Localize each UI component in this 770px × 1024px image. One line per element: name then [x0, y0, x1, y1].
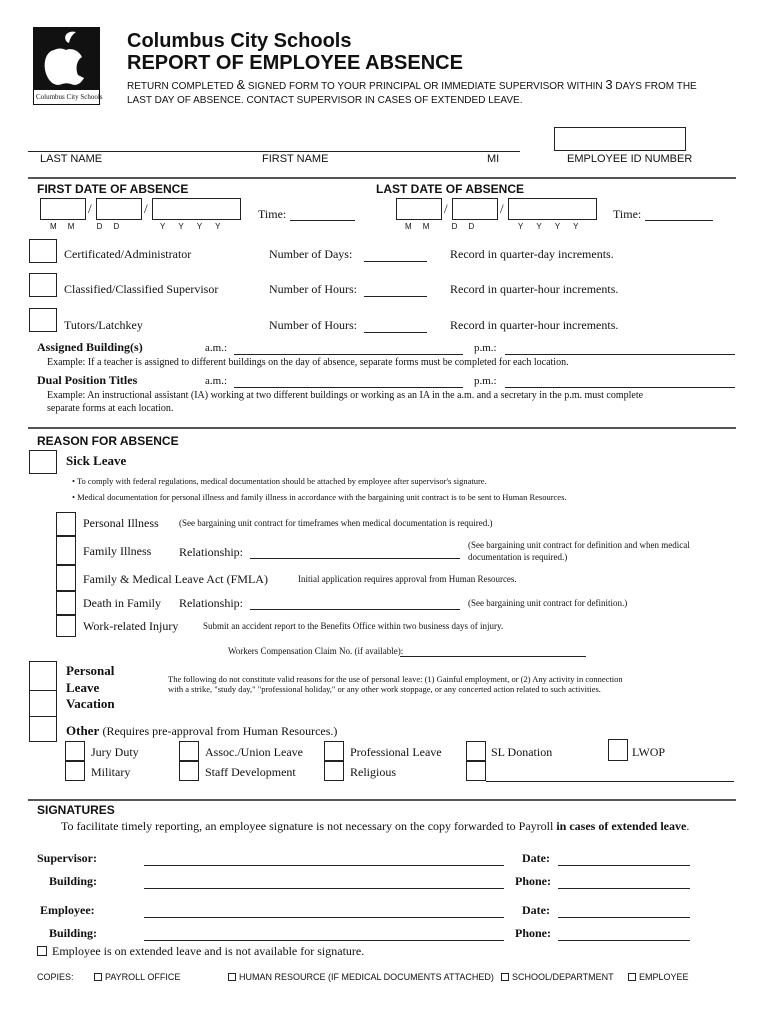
logo [33, 27, 103, 105]
personal-label: Personal [66, 663, 115, 678]
religious-label: Religious [350, 765, 397, 779]
jury-duty-checkbox[interactable] [65, 741, 85, 761]
first-date-year[interactable] [152, 198, 241, 220]
type-note: Record in quarter-day increments. [450, 247, 614, 261]
supervisor-date-line[interactable] [558, 865, 690, 866]
military-label: Military [91, 765, 131, 779]
first-time-line[interactable] [290, 220, 355, 221]
religious-checkbox[interactable] [324, 761, 344, 781]
last-time-line[interactable] [645, 220, 713, 221]
signatures-header: SIGNATURES [37, 803, 115, 817]
family-relationship-label: Relationship: [179, 545, 243, 559]
family-illness-note-cont: documentation is required.) [468, 552, 568, 562]
reason-header: REASON FOR ABSENCE [37, 434, 179, 448]
extended-leave-checkbox[interactable] [37, 946, 47, 956]
dual-position-label: Dual Position Titles [37, 373, 138, 387]
type-label: Classified/Classified Supervisor [64, 282, 219, 296]
supervisor-date-label: Date: [522, 851, 550, 865]
classified-checkbox[interactable] [29, 273, 57, 297]
employee-label: Employee: [40, 903, 95, 917]
jury-duty-label: Jury Duty [91, 745, 139, 759]
instr-pre: RETURN COMPLETED [127, 81, 234, 92]
last-mmdd-hint: M M D D [405, 222, 475, 231]
type-measure: Number of Hours: [269, 282, 357, 296]
building1-line[interactable] [144, 888, 504, 889]
copy-payroll [94, 972, 180, 982]
personal-note-cont: with a strike, "study day," "professional holiday," or any other work stoppage, or any concerted action related to such activities. [168, 684, 601, 694]
signatures-note [61, 819, 689, 834]
type-label: Tutors/Latchkey [64, 318, 143, 332]
sick-bullet-2: • Medical documentation for personal illness and family illness in accordance with the bargaining unit contract is to be sent to Human Resources. [72, 492, 567, 502]
building1-label: Building: [49, 874, 98, 888]
assigned-am-line[interactable] [234, 354, 463, 355]
date-slash: / [144, 201, 148, 216]
assigned-pm-line[interactable] [505, 354, 735, 355]
date-slash: / [500, 201, 504, 216]
family-illness-note: (See bargaining unit contract for definition and when medical [468, 540, 690, 550]
lwop-label: LWOP [632, 745, 666, 759]
leave-checkbox[interactable] [29, 690, 57, 717]
hours-line[interactable] [364, 296, 427, 297]
supervisor-label: Supervisor: [37, 851, 97, 865]
first-name-label: FIRST NAME [262, 153, 329, 165]
divider [28, 177, 736, 179]
workers-comp-line[interactable] [400, 656, 586, 657]
work-injury-note: Submit an accident report to the Benefits Office within two business days of injury. [203, 621, 504, 631]
work-injury-label: Work-related Injury [83, 619, 179, 633]
dual-am-line[interactable] [234, 387, 463, 388]
death-in-family-checkbox[interactable] [56, 591, 76, 615]
hr-checkbox[interactable] [228, 973, 236, 981]
divider [28, 799, 736, 801]
first-date-label: FIRST DATE OF ABSENCE [37, 182, 189, 196]
sick-leave-label: Sick Leave [66, 453, 127, 468]
death-relationship-line[interactable] [250, 609, 460, 610]
other-label: Other [66, 723, 100, 738]
school-label: SCHOOL/DEPARTMENT [512, 972, 614, 982]
sig-note-bold: in cases of extended leave [556, 819, 687, 833]
last-yyyy-hint: Y Y Y Y [518, 222, 579, 231]
sl-donation-line[interactable] [486, 781, 734, 782]
other-line [66, 723, 337, 739]
name-line[interactable] [28, 151, 520, 152]
dual-example-cont: separate forms at each location. [47, 403, 174, 414]
death-note: (See bargaining unit contract for definition.) [468, 598, 628, 608]
dual-pm-label: p.m.: [474, 375, 497, 387]
dual-am-label: a.m.: [205, 375, 227, 387]
professional-leave-checkbox[interactable] [324, 741, 344, 761]
divider [28, 427, 736, 429]
first-date-month[interactable] [40, 198, 86, 220]
dual-pm-line[interactable] [505, 387, 735, 388]
sick-leave-checkbox[interactable] [29, 450, 57, 474]
personal-note: The following do not constitute valid reasons for the use of personal leave: (1) Gainful employment, or (2) Any activity in connection [168, 674, 623, 684]
fmla-label: Family & Medical Leave Act (FMLA) [83, 572, 268, 586]
supervisor-phone-label: Phone: [515, 874, 551, 888]
sl-donation-label: SL Donation [491, 745, 553, 759]
date-slash: / [444, 201, 448, 216]
copy-school [501, 972, 614, 982]
copy-employee [628, 972, 689, 982]
hr-label: HUMAN RESOURCE (IF MEDICAL DOCUMENTS ATTACHED) [239, 972, 494, 982]
employee-phone-label: Phone: [515, 926, 551, 940]
fmla-checkbox[interactable] [56, 565, 76, 591]
type-label: Certificated/Administrator [64, 247, 192, 261]
supervisor-signature-line[interactable] [144, 865, 504, 866]
copies-label: COPIES: [37, 972, 74, 982]
employee-id-label: EMPLOYEE ID NUMBER [567, 153, 693, 165]
org-name: Columbus City Schools [127, 30, 352, 52]
last-date-label: LAST DATE OF ABSENCE [376, 182, 525, 196]
family-illness-label: Family Illness [83, 544, 152, 558]
personal-illness-checkbox[interactable] [56, 512, 76, 536]
staff-development-checkbox[interactable] [179, 761, 199, 781]
professional-leave-label: Professional Leave [350, 745, 442, 759]
first-yyyy-hint: Y Y Y Y [160, 222, 221, 231]
employee-copy-label: EMPLOYEE [639, 972, 689, 982]
military-checkbox[interactable] [65, 761, 85, 781]
instr-mid: SIGNED FORM TO YOUR PRINCIPAL OR IMMEDIATE SUPERVISOR WITHIN [247, 81, 603, 92]
assigned-buildings-label: Assigned Building(s) [37, 340, 143, 354]
union-leave-checkbox[interactable] [179, 741, 199, 761]
tutors-checkbox[interactable] [29, 308, 57, 332]
school-checkbox[interactable] [501, 973, 509, 981]
lwop-checkbox[interactable] [608, 739, 628, 761]
union-leave-label: Assoc./Union Leave [205, 745, 303, 759]
first-date-day[interactable] [96, 198, 142, 220]
first-mmdd-hint: M M D D [50, 222, 120, 231]
instr-amp: & [236, 77, 246, 92]
death-relationship-label: Relationship: [179, 596, 243, 610]
certificated-checkbox[interactable] [29, 239, 57, 263]
extended-leave-label: Employee is on extended leave and is not available for signature. [52, 944, 365, 958]
assigned-pm-label: p.m.: [474, 342, 497, 354]
type-measure: Number of Days: [269, 247, 353, 261]
supervisor-phone-line[interactable] [558, 888, 690, 889]
mi-label: MI [487, 153, 500, 165]
leave-label: Leave [66, 680, 100, 695]
payroll-label: PAYROLL OFFICE [105, 972, 181, 982]
instr-post: DAYS FROM THE [615, 81, 697, 92]
date-slash: / [88, 201, 92, 216]
fmla-note: Initial application requires approval from Human Resources. [298, 574, 517, 584]
employee-signature-line[interactable] [144, 917, 504, 918]
apple-logo-icon [34, 28, 99, 90]
instr-num: 3 [605, 77, 613, 92]
employee-copy-checkbox[interactable] [628, 973, 636, 981]
building2-label: Building: [49, 926, 98, 940]
employee-date-label: Date: [522, 903, 550, 917]
personal-illness-label: Personal Illness [83, 516, 159, 530]
last-name-label: LAST NAME [40, 153, 103, 165]
workers-comp-label: Workers Compensation Claim No. (if available): [228, 646, 404, 656]
employee-date-line[interactable] [558, 917, 690, 918]
sl-donation-extra-checkbox[interactable] [466, 761, 486, 781]
vacation-checkbox[interactable] [29, 716, 57, 742]
instructions-line1 [127, 77, 697, 92]
days-line[interactable] [364, 261, 427, 262]
dual-example: Example: An instructional assistant (IA) working at two different buildings or working as an IA in the a.m. and a secretary in the p.m. must complete [47, 390, 644, 401]
first-time-label: Time: [258, 207, 287, 221]
assigned-am-label: a.m.: [205, 342, 227, 354]
work-injury-checkbox[interactable] [56, 615, 76, 637]
last-date-year[interactable] [508, 198, 597, 220]
family-relationship-line[interactable] [250, 558, 460, 559]
last-date-month[interactable] [396, 198, 442, 220]
vacation-label: Vacation [66, 696, 115, 711]
employee-id-box[interactable] [554, 127, 686, 151]
last-time-label: Time: [613, 207, 642, 221]
type-measure: Number of Hours: [269, 318, 357, 332]
family-illness-checkbox[interactable] [56, 536, 76, 565]
copy-hr [228, 972, 494, 982]
building2-line[interactable] [144, 940, 504, 941]
other-note: (Requires pre-approval from Human Resources.) [102, 724, 338, 738]
death-label: Death in Family [83, 596, 161, 610]
sick-bullet-1: • To comply with federal regulations, medical documentation should be attached by employee after supervisor's signature. [72, 476, 487, 486]
sig-note-text: To facilitate timely reporting, an employee signature is not necessary on the copy forwarded to Payroll [61, 819, 554, 833]
logo-text: Columbus City Schools [36, 93, 103, 101]
payroll-checkbox[interactable] [94, 973, 102, 981]
personal-checkbox[interactable] [29, 661, 57, 691]
personal-illness-note: (See bargaining unit contract for timeframes when medical documentation is required.) [179, 518, 493, 528]
employee-phone-line[interactable] [558, 940, 690, 941]
page-title: REPORT OF EMPLOYEE ABSENCE [127, 52, 463, 74]
staff-development-label: Staff Development [205, 765, 296, 779]
extended-leave-row [37, 944, 364, 959]
last-date-day[interactable] [452, 198, 498, 220]
sig-note-end: . [686, 819, 690, 833]
sl-donation-checkbox[interactable] [466, 741, 486, 761]
assigned-example: Example: If a teacher is assigned to different buildings on the day of absence, separate forms must be completed for each location. [47, 357, 569, 368]
instructions-line2: LAST DAY OF ABSENCE. CONTACT SUPERVISOR IN CASES OF EXTENDED LEAVE. [127, 95, 523, 106]
type-note: Record in quarter-hour increments. [450, 318, 619, 332]
hours-line[interactable] [364, 332, 427, 333]
type-note: Record in quarter-hour increments. [450, 282, 619, 296]
